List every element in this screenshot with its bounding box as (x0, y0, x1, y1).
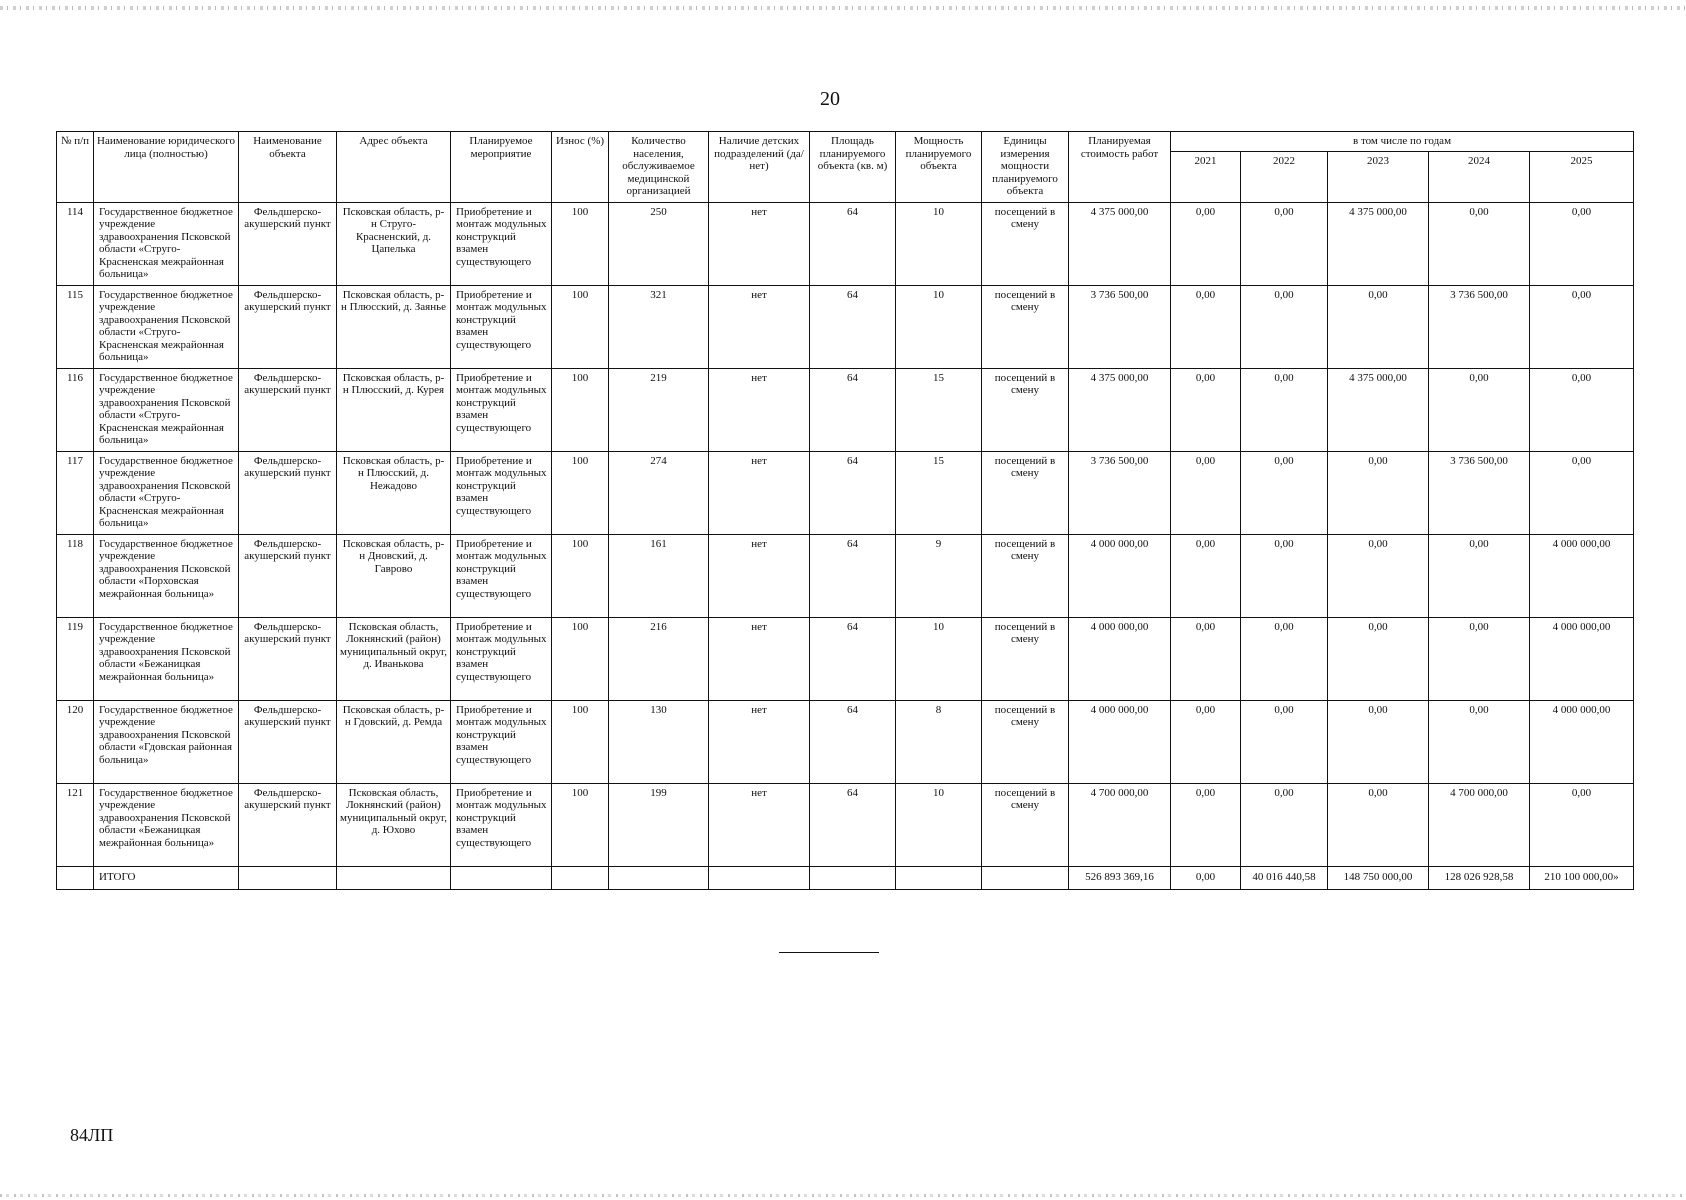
cell-row-num: 119 (57, 617, 94, 700)
header-row (57, 132, 1634, 152)
total-2024: 128 026 928,58 (1429, 866, 1530, 889)
header-children: Наличие детских подразделений (да/нет) (709, 132, 810, 203)
total-2022: 40 016 440,58 (1241, 866, 1328, 889)
cell-address: Псковская область, р-н Плюсский, д. Заянье (337, 285, 451, 368)
header-wear: Износ (%) (552, 132, 609, 203)
cell-units: посещений в смену (982, 202, 1069, 285)
cell-row-num: 114 (57, 202, 94, 285)
cell-activity: Приобретение и монтаж модульных конструкций взамен существующего (451, 617, 552, 700)
cell-year-2025: 0,00 (1530, 368, 1634, 451)
scan-edge-top (0, 6, 1686, 10)
cell-year-2021: 0,00 (1171, 368, 1241, 451)
cell-area: 64 (810, 285, 896, 368)
page-number: 20 (820, 88, 840, 110)
header-capacity: Мощность планируемого объекта (896, 132, 982, 203)
cell-cost: 4 000 000,00 (1069, 617, 1171, 700)
total-empty-cell (982, 866, 1069, 889)
cell-object-name: Фельдшерско-акушерский пункт (239, 285, 337, 368)
header-org: Наименование юридического лица (полностью) (94, 132, 239, 203)
cell-address: Псковская область, Локнянский (район) муниципальный округ, д. Иванькова (337, 617, 451, 700)
cell-year-2021: 0,00 (1171, 285, 1241, 368)
cell-year-2022: 0,00 (1241, 534, 1328, 617)
cell-year-2022: 0,00 (1241, 451, 1328, 534)
header-year-2023: 2023 (1328, 151, 1429, 202)
cell-year-2023: 0,00 (1328, 783, 1429, 866)
header-activity: Планируемое мероприятие (451, 132, 552, 203)
scan-edge-bottom (0, 1194, 1686, 1197)
cell-year-2025: 4 000 000,00 (1530, 534, 1634, 617)
total-2023: 148 750 000,00 (1328, 866, 1429, 889)
document-code: 84ЛП (70, 1125, 114, 1145)
cell-activity: Приобретение и монтаж модульных конструкций взамен существующего (451, 285, 552, 368)
cell-activity: Приобретение и монтаж модульных конструкций взамен существующего (451, 202, 552, 285)
cell-year-2025: 0,00 (1530, 285, 1634, 368)
cell-wear: 100 (552, 451, 609, 534)
cell-population: 161 (609, 534, 709, 617)
total-empty-cell (337, 866, 451, 889)
cell-address: Псковская область, р-н Струго-Красненский, д. Цапелька (337, 202, 451, 285)
cell-org-name: Государственное бюджетное учреждение здравоохранения Псковской области «Бежаницкая межрайонная больница» (94, 617, 239, 700)
cell-year-2022: 0,00 (1241, 285, 1328, 368)
cell-object-name: Фельдшерско-акушерский пункт (239, 700, 337, 783)
cell-population: 130 (609, 700, 709, 783)
cell-population: 250 (609, 202, 709, 285)
cell-wear: 100 (552, 534, 609, 617)
cell-row-num: 118 (57, 534, 94, 617)
header-population: Количество населения, обслуживаемое медицинской организацией (609, 132, 709, 203)
cell-area: 64 (810, 534, 896, 617)
cell-population: 321 (609, 285, 709, 368)
cell-population: 216 (609, 617, 709, 700)
cell-year-2021: 0,00 (1171, 534, 1241, 617)
cell-address: Псковская область, р-н Дновский, д. Гаврово (337, 534, 451, 617)
cell-units: посещений в смену (982, 451, 1069, 534)
total-2025: 210 100 000,00» (1530, 866, 1634, 889)
cell-year-2025: 0,00 (1530, 783, 1634, 866)
cell-children: нет (709, 285, 810, 368)
header-year-2025: 2025 (1530, 151, 1634, 202)
header-year-2021: 2021 (1171, 151, 1241, 202)
cell-year-2022: 0,00 (1241, 368, 1328, 451)
cell-address: Псковская область, р-н Плюсский, д. Курея (337, 368, 451, 451)
table-row (57, 534, 1634, 617)
cell-address: Псковская область, Локнянский (район) муниципальный округ, д. Юхово (337, 783, 451, 866)
cell-org-name: Государственное бюджетное учреждение здравоохранения Псковской области «Струго-Красненская межрайонная больница» (94, 368, 239, 451)
cell-address: Псковская область, р-н Плюсский, д. Нежадово (337, 451, 451, 534)
cell-year-2024: 4 700 000,00 (1429, 783, 1530, 866)
header-object: Наименование объекта (239, 132, 337, 203)
table-total (57, 866, 1634, 889)
cell-capacity: 10 (896, 202, 982, 285)
cell-year-2021: 0,00 (1171, 700, 1241, 783)
cell-units: посещений в смену (982, 700, 1069, 783)
cell-wear: 100 (552, 700, 609, 783)
cell-year-2021: 0,00 (1171, 451, 1241, 534)
cell-children: нет (709, 534, 810, 617)
header-by-years: в том числе по годам (1171, 132, 1634, 152)
cell-children: нет (709, 202, 810, 285)
cell-population: 219 (609, 368, 709, 451)
cell-children: нет (709, 451, 810, 534)
cell-area: 64 (810, 783, 896, 866)
cell-year-2024: 0,00 (1429, 202, 1530, 285)
cell-units: посещений в смену (982, 368, 1069, 451)
cell-year-2021: 0,00 (1171, 617, 1241, 700)
cell-activity: Приобретение и монтаж модульных конструкций взамен существующего (451, 368, 552, 451)
cell-address: Псковская область, р-н Гдовский, д. Ремда (337, 700, 451, 783)
cell-year-2022: 0,00 (1241, 783, 1328, 866)
cell-wear: 100 (552, 202, 609, 285)
cell-capacity: 10 (896, 617, 982, 700)
investment-table (56, 131, 1634, 890)
cell-wear: 100 (552, 368, 609, 451)
cell-area: 64 (810, 451, 896, 534)
cell-year-2025: 4 000 000,00 (1530, 700, 1634, 783)
cell-year-2023: 4 375 000,00 (1328, 368, 1429, 451)
cell-org-name: Государственное бюджетное учреждение здравоохранения Псковской области «Бежаницкая межрайонная больница» (94, 783, 239, 866)
cell-activity: Приобретение и монтаж модульных конструкций взамен существующего (451, 783, 552, 866)
cell-org-name: Государственное бюджетное учреждение здравоохранения Псковской области «Струго-Красненская межрайонная больница» (94, 451, 239, 534)
cell-capacity: 10 (896, 783, 982, 866)
cell-cost: 4 000 000,00 (1069, 534, 1171, 617)
cell-year-2022: 0,00 (1241, 202, 1328, 285)
table-row (57, 700, 1634, 783)
cell-year-2021: 0,00 (1171, 202, 1241, 285)
cell-capacity: 10 (896, 285, 982, 368)
cell-row-num: 116 (57, 368, 94, 451)
cell-year-2024: 0,00 (1429, 534, 1530, 617)
cell-object-name: Фельдшерско-акушерский пункт (239, 783, 337, 866)
cell-year-2024: 3 736 500,00 (1429, 285, 1530, 368)
cell-units: посещений в смену (982, 783, 1069, 866)
cell-year-2023: 0,00 (1328, 534, 1429, 617)
header-area: Площадь планируемого объекта (кв. м) (810, 132, 896, 203)
cell-capacity: 15 (896, 451, 982, 534)
cell-area: 64 (810, 617, 896, 700)
cell-year-2021: 0,00 (1171, 783, 1241, 866)
cell-cost: 3 736 500,00 (1069, 285, 1171, 368)
header-cost: Планируемая стоимость работ (1069, 132, 1171, 203)
table-row (57, 783, 1634, 866)
cell-children: нет (709, 617, 810, 700)
cell-units: посещений в смену (982, 285, 1069, 368)
total-empty-cell (552, 866, 609, 889)
cell-year-2023: 0,00 (1328, 285, 1429, 368)
cell-year-2025: 4 000 000,00 (1530, 617, 1634, 700)
cell-population: 199 (609, 783, 709, 866)
cell-units: посещений в смену (982, 617, 1069, 700)
cell-year-2024: 3 736 500,00 (1429, 451, 1530, 534)
cell-row-num: 120 (57, 700, 94, 783)
cell-year-2024: 0,00 (1429, 617, 1530, 700)
cell-wear: 100 (552, 617, 609, 700)
cell-activity: Приобретение и монтаж модульных конструкций взамен существующего (451, 534, 552, 617)
cell-year-2025: 0,00 (1530, 451, 1634, 534)
cell-area: 64 (810, 700, 896, 783)
table-row (57, 617, 1634, 700)
total-empty-cell (709, 866, 810, 889)
table-row (57, 285, 1634, 368)
table-body (57, 202, 1634, 866)
cell-year-2023: 0,00 (1328, 451, 1429, 534)
cell-capacity: 15 (896, 368, 982, 451)
cell-object-name: Фельдшерско-акушерский пункт (239, 451, 337, 534)
cell-wear: 100 (552, 285, 609, 368)
total-empty-cell (451, 866, 552, 889)
cell-children: нет (709, 700, 810, 783)
cell-row-num: 117 (57, 451, 94, 534)
cell-capacity: 8 (896, 700, 982, 783)
cell-year-2023: 0,00 (1328, 700, 1429, 783)
cell-cost: 4 700 000,00 (1069, 783, 1171, 866)
total-empty-cell (896, 866, 982, 889)
cell-row-num: 115 (57, 285, 94, 368)
table-row (57, 451, 1634, 534)
cell-year-2024: 0,00 (1429, 368, 1530, 451)
total-empty-cell (810, 866, 896, 889)
cell-org-name: Государственное бюджетное учреждение здравоохранения Псковской области «Гдовская районная больница» (94, 700, 239, 783)
separator-line (779, 952, 879, 953)
cell-activity: Приобретение и монтаж модульных конструкций взамен существующего (451, 451, 552, 534)
cell-object-name: Фельдшерско-акушерский пункт (239, 368, 337, 451)
cell-cost: 4 000 000,00 (1069, 700, 1171, 783)
cell-cost: 4 375 000,00 (1069, 368, 1171, 451)
cell-year-2022: 0,00 (1241, 617, 1328, 700)
total-empty-cell (239, 866, 337, 889)
cell-children: нет (709, 783, 810, 866)
total-empty-cell (609, 866, 709, 889)
total-2021: 0,00 (1171, 866, 1241, 889)
cell-org-name: Государственное бюджетное учреждение здравоохранения Псковской области «Порховская межрайонная больница» (94, 534, 239, 617)
cell-units: посещений в смену (982, 534, 1069, 617)
cell-org-name: Государственное бюджетное учреждение здравоохранения Псковской области «Струго-Красненская межрайонная больница» (94, 285, 239, 368)
header-year-2022: 2022 (1241, 151, 1328, 202)
cell-year-2024: 0,00 (1429, 700, 1530, 783)
cell-area: 64 (810, 368, 896, 451)
total-cost: 526 893 369,16 (1069, 866, 1171, 889)
header-year-2024: 2024 (1429, 151, 1530, 202)
cell-org-name: Государственное бюджетное учреждение здравоохранения Псковской области «Струго-Красненская межрайонная больница» (94, 202, 239, 285)
header-num: № п/п (57, 132, 94, 203)
cell-wear: 100 (552, 783, 609, 866)
cell-cost: 3 736 500,00 (1069, 451, 1171, 534)
cell-cost: 4 375 000,00 (1069, 202, 1171, 285)
cell-year-2025: 0,00 (1530, 202, 1634, 285)
cell-year-2023: 4 375 000,00 (1328, 202, 1429, 285)
cell-year-2023: 0,00 (1328, 617, 1429, 700)
cell-population: 274 (609, 451, 709, 534)
cell-children: нет (709, 368, 810, 451)
cell-object-name: Фельдшерско-акушерский пункт (239, 617, 337, 700)
table-row (57, 202, 1634, 285)
cell-object-name: Фельдшерско-акушерский пункт (239, 202, 337, 285)
header-units: Единицы измерения мощности планируемого объекта (982, 132, 1069, 203)
total-row (57, 866, 1634, 889)
cell-area: 64 (810, 202, 896, 285)
cell-year-2022: 0,00 (1241, 700, 1328, 783)
cell-capacity: 9 (896, 534, 982, 617)
cell-row-num: 121 (57, 783, 94, 866)
cell-object-name: Фельдшерско-акушерский пункт (239, 534, 337, 617)
total-label: ИТОГО (94, 866, 239, 889)
cell-activity: Приобретение и монтаж модульных конструкций взамен существующего (451, 700, 552, 783)
total-num-cell (57, 866, 94, 889)
header-address: Адрес объекта (337, 132, 451, 203)
table-row (57, 368, 1634, 451)
